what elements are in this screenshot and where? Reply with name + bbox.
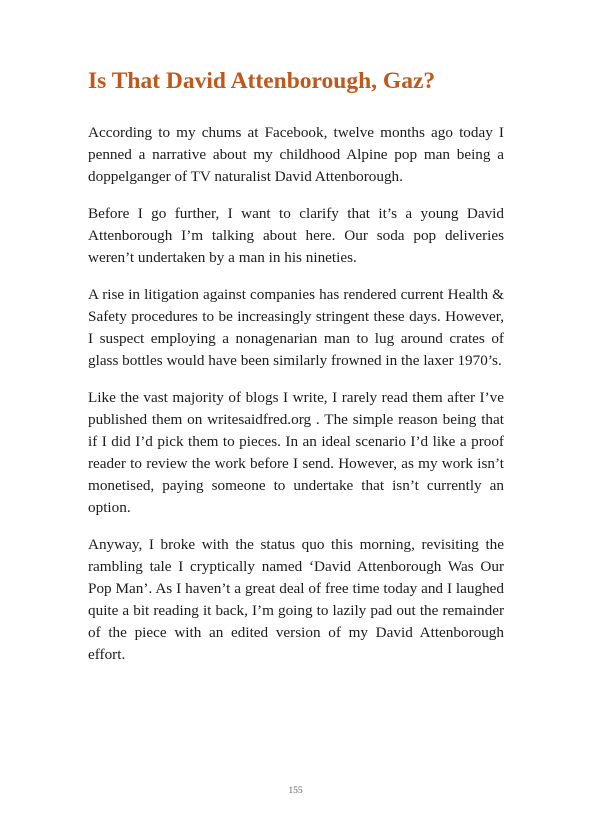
paragraph-2: Before I go further, I want to clarify that it’s a young David Attenborough I’m talking about here. Our soda pop deliveries weren’t undertaken by a man in his nineties. bbox=[88, 205, 504, 266]
paragraph-1: According to my chums at Facebook, twelve months ago today I penned a narrative about my childhood Alpine pop man being a doppelganger of TV naturalist David Attenborough. bbox=[88, 124, 504, 185]
paragraph-5: Anyway, I broke with the status quo this morning, revisiting the rambling tale I cryptically named ‘David Attenborough Was Our Pop Man’. As I haven’t a great deal of free time today and I laughed quite a bit reading it back, I’m going to lazily pad out the remainder of the piece with an edited version of my David Attenborough effort. bbox=[88, 536, 504, 663]
page-title: Is That David Attenborough, Gaz? bbox=[88, 68, 436, 94]
paragraph-4: Like the vast majority of blogs I write, I rarely read them after I’ve published them on writesaidfred.org . The simple reason being that if I did I’d pick them to pieces. In an ideal scenario I’d like a proof reader to review the work before I send. However, as my work isn’t monetised, paying someone to undertake that isn’t currently an option. bbox=[88, 389, 504, 516]
article-body bbox=[88, 122, 504, 681]
page-number: 155 bbox=[288, 786, 303, 796]
paragraph-3: A rise in litigation against companies has rendered current Health & Safety procedures to be increasingly stringent these days. However, I suspect employing a nonagenarian man to lug around crates of glass bottles would have been similarly frowned in the laxer 1970’s. bbox=[88, 286, 504, 369]
